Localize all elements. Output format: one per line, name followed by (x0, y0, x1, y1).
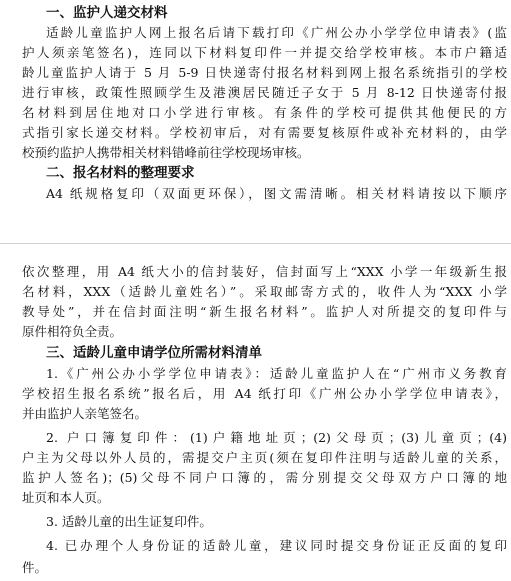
list-item-line: 址页和本人页。 (22, 490, 110, 505)
list-item-line: 学校招生报名系统”报名后，用 A4 纸打印《广州公办小学学位申请表》， (22, 386, 507, 401)
paragraph-line: A4 纸规格复印（双面更环保），图文需清晰。相关材料请按以下顺序 (46, 186, 507, 201)
paragraph-line: 名材料，XXX（适龄儿童姓名）”。采取邮寄方式的，收件人为“XXX 小学 (22, 284, 507, 299)
list-item-line: 并由监护人亲笔签名。 (22, 406, 148, 421)
list-item-line: 户主为父母以外人员的，需提交户主页(须在复印件注明与适龄儿童的关系， (22, 450, 507, 465)
paragraph-line: 适龄儿童监护人网上报名后请下载打印《广州公办小学学位申请表》(监 (46, 25, 507, 40)
list-item-line: 1.《广州公办小学学位申请表》：适龄儿童监护人在“广州市义务教育 (46, 366, 507, 381)
paragraph-line: 校预约监护人携带相关材料错峰前往学校现场审核。 (22, 145, 310, 160)
list-item-line: 4. 已办理个人身份证的适龄儿童，建议同时提交身份证正反面的复印 (46, 538, 507, 553)
paragraph-line: 龄儿童监护人请于 5 月 5-9 日快递寄付报名材料到网上报名系统指引的学校 (22, 65, 507, 80)
heading-section-1: 一、监护人递交材料 (46, 5, 168, 21)
heading-section-3: 三、适龄儿童申请学位所需材料清单 (46, 345, 262, 361)
paragraph-line: 进行审核，政策性照顾学生及港澳居民随迁子女于 5 月 8-12 日快递寄付报 (22, 85, 507, 100)
list-item-line: 3. 适龄儿童的出生证复印件。 (46, 514, 212, 529)
list-item-line: 件。 (22, 560, 48, 575)
page-break-divider (0, 243, 511, 244)
paragraph-line: 原件相符负全责。 (22, 324, 123, 339)
list-item-line: 2. 户口簿复印件：(1)户籍地址页；(2)父母页；(3)儿童页；(4) (46, 430, 507, 445)
paragraph-line: 护人须亲笔签名)，连同以下材料复印件一并提交给学校审核。本市户籍适 (22, 45, 507, 60)
paragraph-line: 名材料到居住地对口小学进行审核。有条件的学校可提供其他便民的方 (22, 105, 507, 120)
list-item-line: 监护人签名)；(5)父母不同户口簿的，需分别提交父母双方户口簿的地 (22, 470, 507, 485)
paragraph-line: 依次整理，用 A4 纸大小的信封装好，信封面写上“XXX 小学一年级新生报 (22, 264, 507, 279)
paragraph-line: 式指引家长递交材料。学校初审后，对有需要复核原件或补充材料的，由学 (22, 125, 507, 140)
heading-section-2: 二、报名材料的整理要求 (46, 165, 195, 181)
paragraph-line: 教导处”，并在信封面注明“新生报名材料”。监护人对所提交的复印件与 (22, 304, 507, 319)
